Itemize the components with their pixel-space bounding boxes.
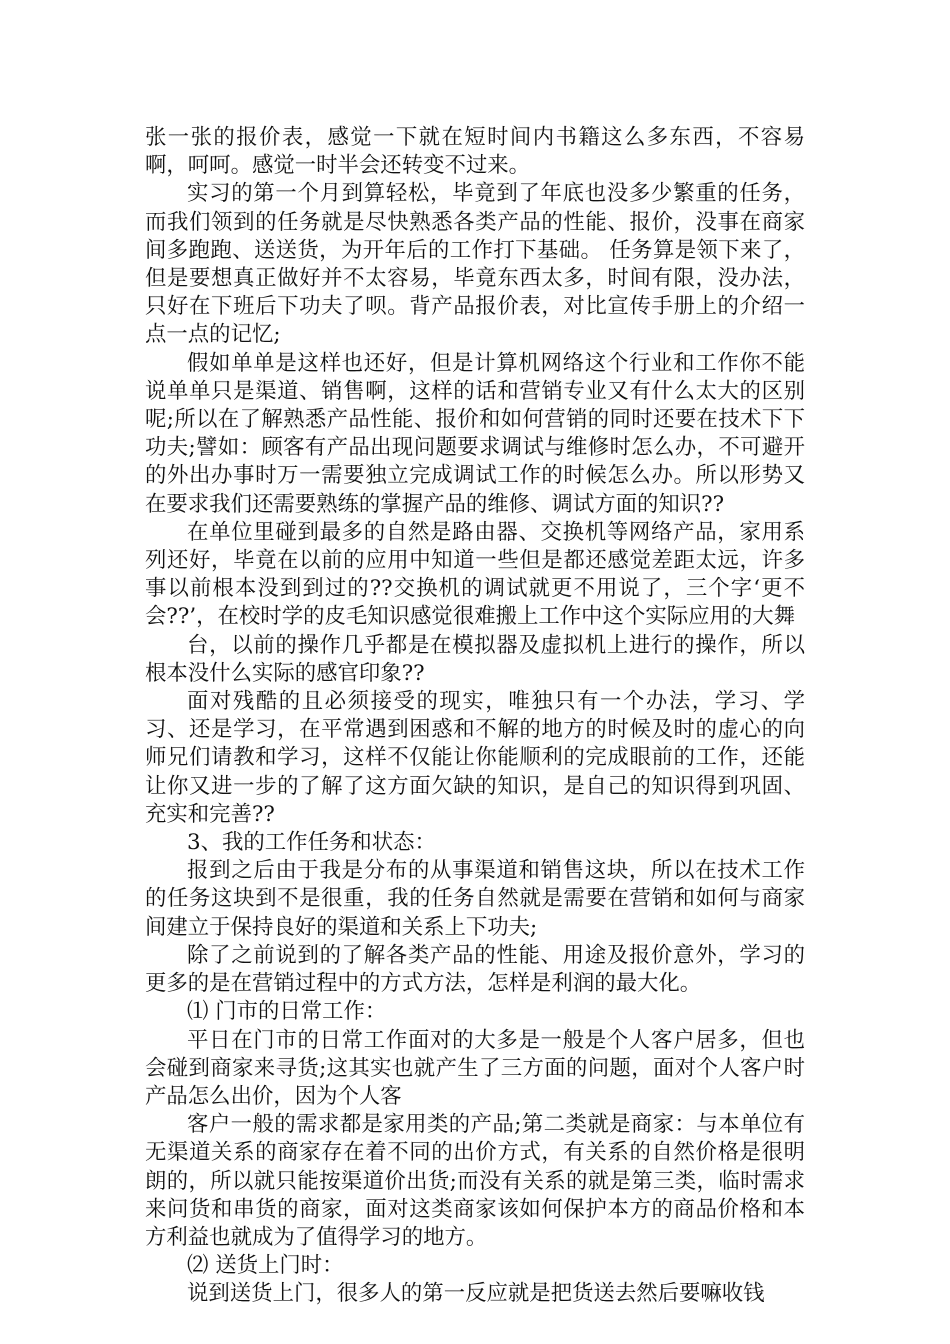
paragraph-1: 张一张的报价表，感觉一下就在短时间内书籍这么多东西，不容易啊，呵呵。感觉一时半会还转变不过来。: [145, 125, 805, 179]
document-page: [145, 124, 805, 1309]
paragraph-4: 在单位里碰到最多的自然是路由器、交换机等网络产品，家用系列还好，毕竟在以前的应用中知道一些但是都还感觉差距太远，许多事以前根本没到到过的??交换机的调试就更不用说了，三个字‘更不会??’，在校时学的皮毛知识感觉很难搬上工作中这个实际应用的大舞: [145, 519, 805, 630]
paragraph-11: 平日在门市的日常工作面对的大多是一般是个人客户居多，但也会碰到商家来寻货;这其实也就产生了三方面的问题，面对个人客户时产品怎么出价，因为个人客: [145, 1027, 805, 1109]
paragraph-2: 实习的第一个月到算轻松，毕竟到了年底也没多少繁重的任务，而我们领到的任务就是尽快熟悉各类产品的性能、报价，没事在商家间多跑跑、送送货，为开年后的工作打下基础。 任务算是领下来了，但是要想真正做好并不太容易，毕竟东西太多，时间有限，没办法，只好在下班后下功夫了呗。背产品报价表，对比宣传手册上的介绍一点一点的记忆;: [145, 181, 805, 348]
subheading-delivery: ⑵ 送货上门时：: [187, 1253, 344, 1279]
paragraph-8: 报到之后由于我是分布的从事渠道和销售这块，所以在技术工作的任务这块到不是很重，我的任务自然就是需要在营销和如何与商家间建立于保持良好的渠道和关系上下功夫;: [145, 858, 805, 940]
paragraph-12: 客户一般的需求都是家用类的产品;第二类就是商家：与本单位有无渠道关系的商家存在着不同的出价方式，有关系的自然价格是很明朗的，所以就只能按渠道价出货;而没有关系的就是第三类，临时需求来问货和串货的商家，面对这类商家该如何保护本方的商品价格和本方利益也就成为了值得学习的地方。: [145, 1112, 805, 1250]
paragraph-9: 除了之前说到的了解各类产品的性能、用途及报价意外，学习的更多的是在营销过程中的方式方法，怎样是利润的最大化。: [145, 942, 805, 997]
subheading-store-daily-work: ⑴ 门市的日常工作：: [187, 999, 387, 1025]
paragraph-3: 假如单单是这样也还好，但是计算机网络这个行业和工作你不能说单单只是渠道、销售啊，这样的话和营销专业又有什么太大的区别呢;所以在了解熟悉产品性能、报价和如何营销的同时还要在技术下下功夫;譬如：顾客有产品出现问题要求调试与维修时怎么办，不可避开的外出办事时万一需要独立完成调试工作的时候怎么办。所以形势又在要求我们还需要熟练的掌握产品的维修、调试方面的知识??: [145, 350, 805, 517]
section-heading-work-tasks: 3、我的工作任务和状态：: [187, 830, 436, 856]
paragraph-14: 说到送货上门，很多人的第一反应就是把货送去然后要嘛收钱: [187, 1281, 765, 1307]
paragraph-5: 台，以前的操作几乎都是在模拟器及虚拟机上进行的操作，所以根本没什么实际的感官印象??: [145, 632, 805, 686]
paragraph-6: 面对残酷的且必须接受的现实，唯独只有一个办法，学习、学习、还是学习，在平常遇到困惑和不解的地方的时候及时的虚心的向师兄们请教和学习，这样不仅能让你能顺利的完成眼前的工作，还能让你又进一步的了解了这方面欠缺的知识，是自己的知识得到巩固、充实和完善??: [145, 689, 805, 827]
